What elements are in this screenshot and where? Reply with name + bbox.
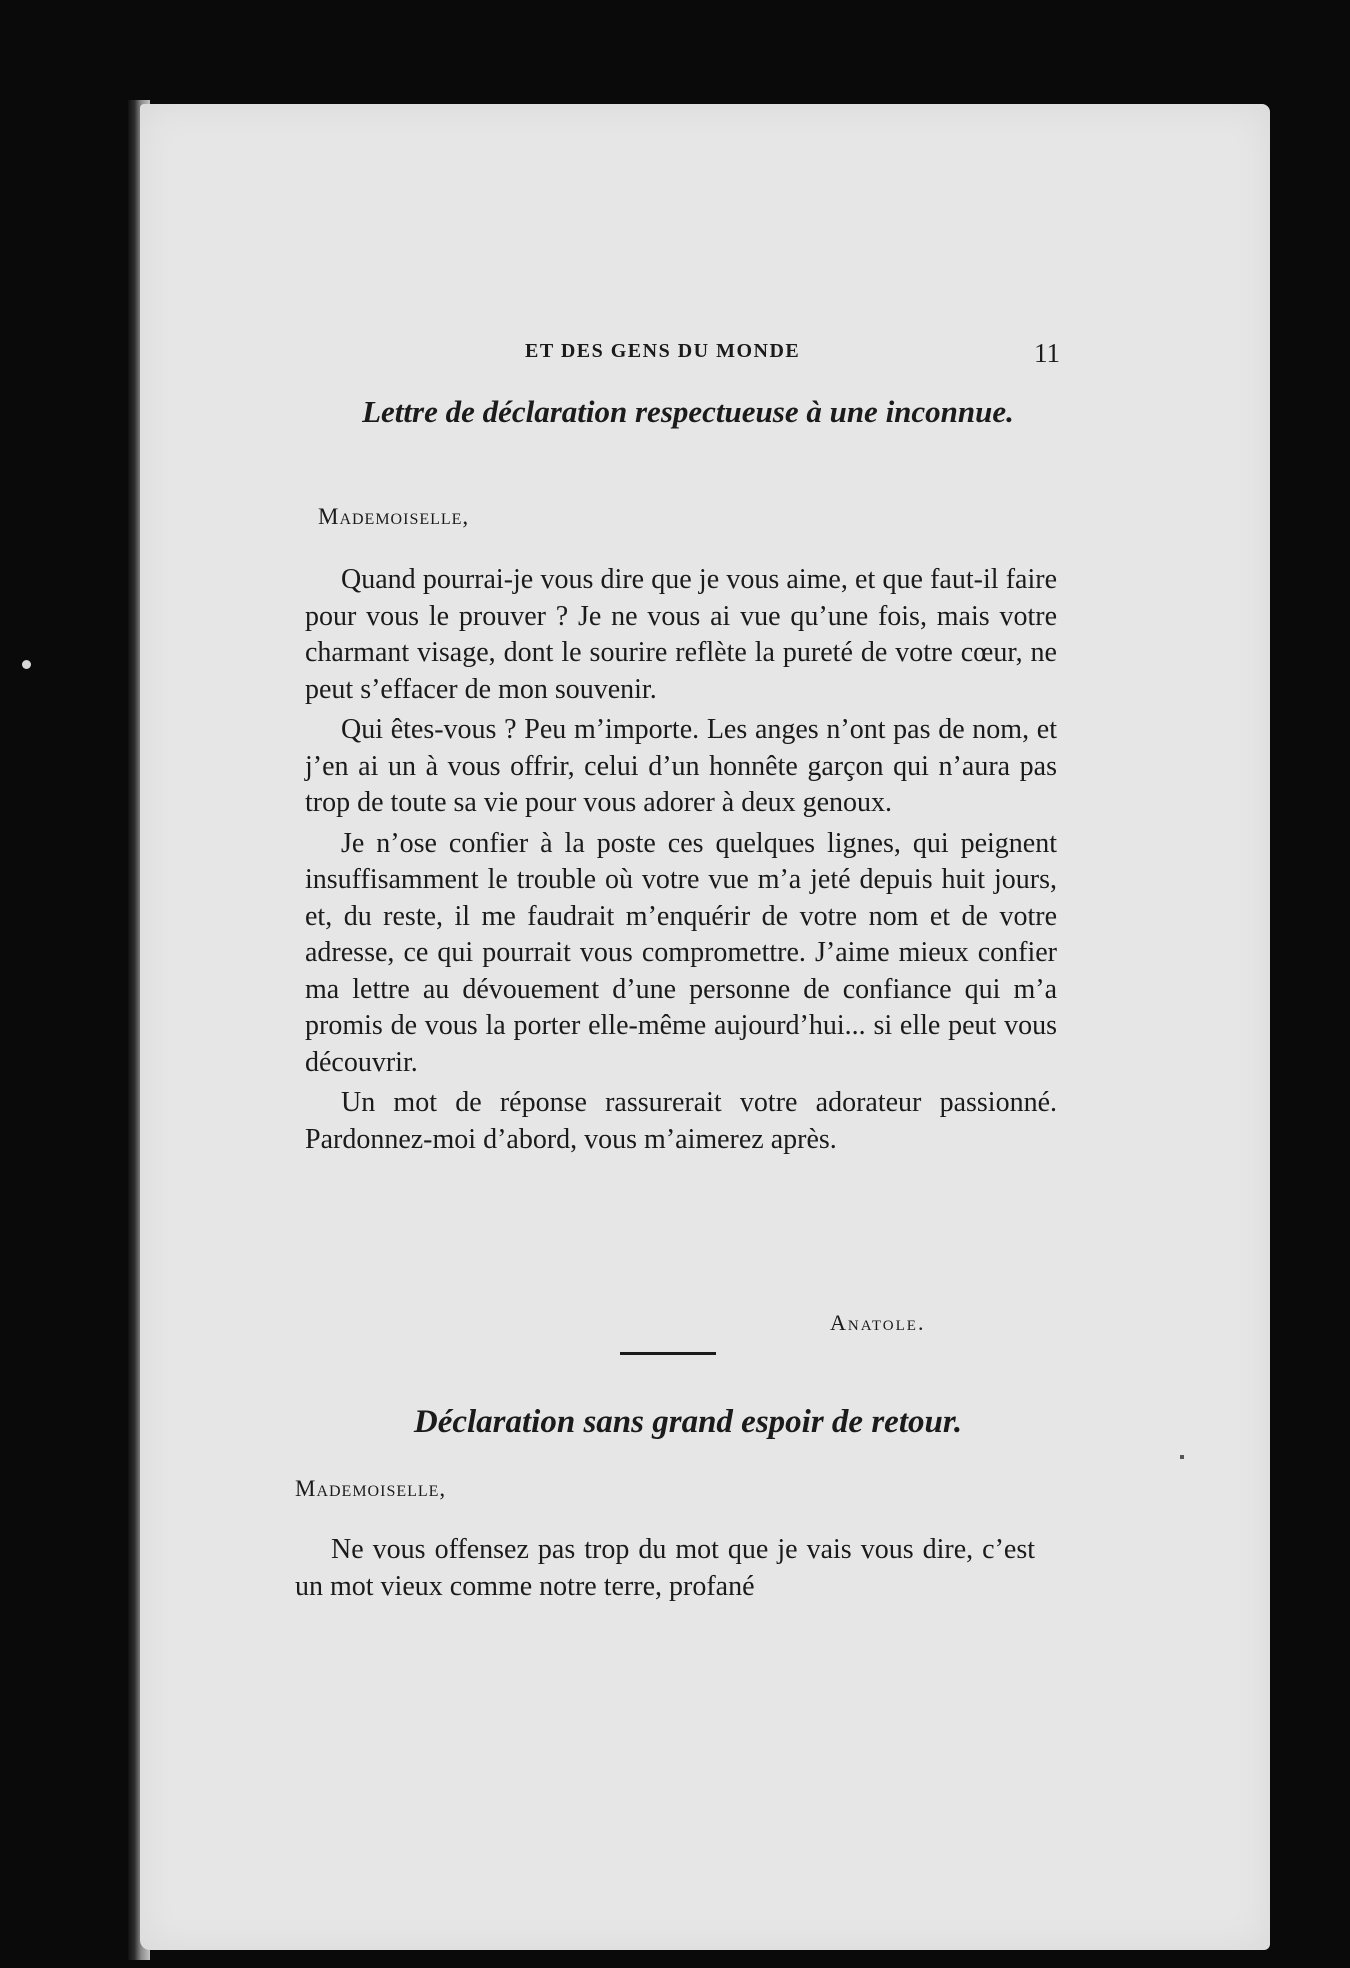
scan-dot-mark — [22, 660, 31, 669]
salutation: Mademoiselle, — [295, 1476, 447, 1501]
paragraph: Qui êtes-vous ? Peu m’importe. Les anges n’ont pas de nom, et j’en ai un à vous offrir, celui d’un honnête garçon qui n’aura pas trop de toute sa vie pour vous adorer à deux genoux. — [305, 714, 1057, 818]
letter-body — [305, 562, 1057, 1162]
signature: Anatole. — [830, 1310, 926, 1335]
letter-title: Lettre de déclaration respectueuse à une inconnue. — [362, 394, 1014, 429]
paragraph: Je n’ose confier à la poste ces quelques lignes, qui peignent insuffisamment le trouble où votre vue m’a jeté depuis huit jours, et, du reste, il me faudrait m’enquérir de votre nom et de votre adresse, ce qui pourrait vous compromettre. J’aime mieux confier ma lettre au dévouement d’une personne de confiance qui m’a promis de vous la porter elle-même aujourd’hui... si elle peut vous découvrir. — [305, 827, 1057, 1078]
section-divider — [620, 1352, 716, 1355]
paragraph: Un mot de réponse rassurerait votre adorateur passionné. Pardonnez-moi d’abord, vous m’aimerez après. — [305, 1087, 1057, 1155]
paragraph: Quand pourrai-je vous dire que je vous aime, et que faut-il faire pour vous le prouver ? Je ne vous ai vue qu’une fois, mais votre charmant visage, dont le sourire reflète la pureté de votre cœur, ne peut s’effacer de mon souvenir. — [305, 564, 1057, 705]
running-head: ET DES GENS DU MONDE — [525, 340, 801, 362]
scan-speck — [1180, 1455, 1184, 1459]
salutation: Mademoiselle, — [318, 504, 470, 529]
page-header — [525, 338, 1060, 374]
letter-title: Déclaration sans grand espoir de retour. — [413, 1404, 963, 1440]
letter-body — [295, 1532, 1035, 1609]
page-number: 11 — [1034, 338, 1060, 368]
paragraph: Ne vous offensez pas trop du mot que je vais vous dire, c’est un mot vieux comme notre terre, profané — [295, 1534, 1035, 1602]
